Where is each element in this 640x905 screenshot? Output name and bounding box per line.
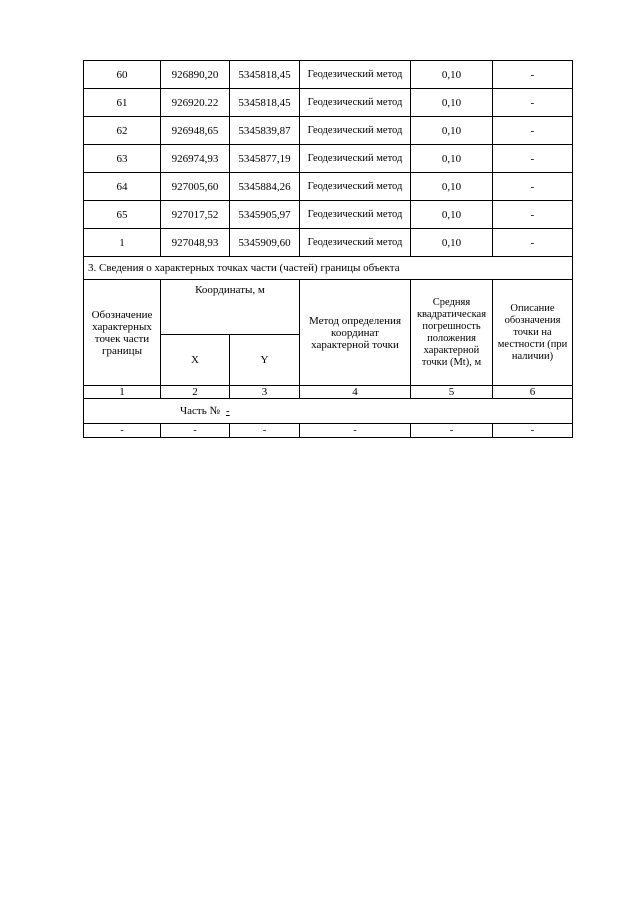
column-number: 4: [300, 386, 411, 399]
point-point-id-cell: 63: [84, 145, 161, 173]
point-coord-y-cell: 5345818,45: [230, 61, 300, 89]
header-row-1: [84, 280, 573, 335]
part-label: Часть №: [180, 405, 220, 417]
dash-cell: -: [411, 424, 493, 438]
point-accuracy-cell: 0,10: [411, 89, 493, 117]
point-coord-y-cell: 5345877,19: [230, 145, 300, 173]
point-row: [84, 229, 573, 257]
point-coord-x-cell: 926890,20: [161, 61, 230, 89]
point-coord-y-cell: 5345884,26: [230, 173, 300, 201]
point-method-cell: Геодезический метод: [300, 145, 411, 173]
dash-cell: -: [161, 424, 230, 438]
part-row: [84, 399, 573, 424]
point-accuracy-cell: 0,10: [411, 173, 493, 201]
part-cell: [84, 399, 573, 424]
column-number: 1: [84, 386, 161, 399]
column-number: 6: [493, 386, 573, 399]
dash-cell: -: [84, 424, 161, 438]
dash-cell: -: [230, 424, 300, 438]
point-accuracy-cell: 0,10: [411, 145, 493, 173]
point-point-id-cell: 60: [84, 61, 161, 89]
empty-part-row: [84, 424, 573, 438]
point-point-id-cell: 1: [84, 229, 161, 257]
point-row: [84, 173, 573, 201]
point-coord-y-cell: 5345839,87: [230, 117, 300, 145]
section-3-title: 3. Сведения о характерных точках части (частей) границы объекта: [84, 257, 573, 280]
header-x: X: [161, 335, 230, 386]
point-rows: [84, 61, 573, 257]
point-method-cell: Геодезический метод: [300, 61, 411, 89]
point-method-cell: Геодезический метод: [300, 173, 411, 201]
point-coord-x-cell: 926948,65: [161, 117, 230, 145]
point-description-cell: -: [493, 117, 573, 145]
point-description-cell: -: [493, 201, 573, 229]
point-description-cell: -: [493, 61, 573, 89]
point-coord-x-cell: 926974,93: [161, 145, 230, 173]
point-accuracy-cell: 0,10: [411, 229, 493, 257]
header-method: Метод определения координат характерной точки: [300, 280, 411, 386]
dash-cell: -: [300, 424, 411, 438]
point-description-cell: -: [493, 89, 573, 117]
point-row: [84, 145, 573, 173]
section-title-row: [84, 257, 573, 280]
point-row: [84, 117, 573, 145]
point-coord-x-cell: 927048,93: [161, 229, 230, 257]
point-accuracy-cell: 0,10: [411, 201, 493, 229]
boundary-points-table: [83, 60, 573, 438]
column-number: 2: [161, 386, 230, 399]
point-coord-x-cell: 926920.22: [161, 89, 230, 117]
point-method-cell: Геодезический метод: [300, 229, 411, 257]
part-number: -: [225, 405, 230, 417]
point-coord-y-cell: 5345905,97: [230, 201, 300, 229]
point-accuracy-cell: 0,10: [411, 117, 493, 145]
point-coord-y-cell: 5345909,60: [230, 229, 300, 257]
point-method-cell: Геодезический метод: [300, 89, 411, 117]
column-number: 3: [230, 386, 300, 399]
column-numbers-row: [84, 386, 573, 399]
point-coord-y-cell: 5345818,45: [230, 89, 300, 117]
point-method-cell: Геодезический метод: [300, 201, 411, 229]
header-description: Описание обозначения точки на местности (при наличии): [493, 280, 573, 386]
point-row: [84, 201, 573, 229]
point-accuracy-cell: 0,10: [411, 61, 493, 89]
header-y: Y: [230, 335, 300, 386]
header-point-designation: Обозначение характерных точек части границы: [84, 280, 161, 386]
header-coordinates: Координаты, м: [161, 280, 300, 335]
point-point-id-cell: 65: [84, 201, 161, 229]
point-row: [84, 61, 573, 89]
point-coord-x-cell: 927005,60: [161, 173, 230, 201]
point-point-id-cell: 62: [84, 117, 161, 145]
point-row: [84, 89, 573, 117]
point-point-id-cell: 64: [84, 173, 161, 201]
point-coord-x-cell: 927017,52: [161, 201, 230, 229]
dash-cell: -: [493, 424, 573, 438]
point-point-id-cell: 61: [84, 89, 161, 117]
header-accuracy: Средняя квадратическая погрешность положения характерной точки (Mt), м: [411, 280, 493, 386]
point-method-cell: Геодезический метод: [300, 117, 411, 145]
point-description-cell: -: [493, 145, 573, 173]
point-description-cell: -: [493, 173, 573, 201]
point-description-cell: -: [493, 229, 573, 257]
column-number: 5: [411, 386, 493, 399]
